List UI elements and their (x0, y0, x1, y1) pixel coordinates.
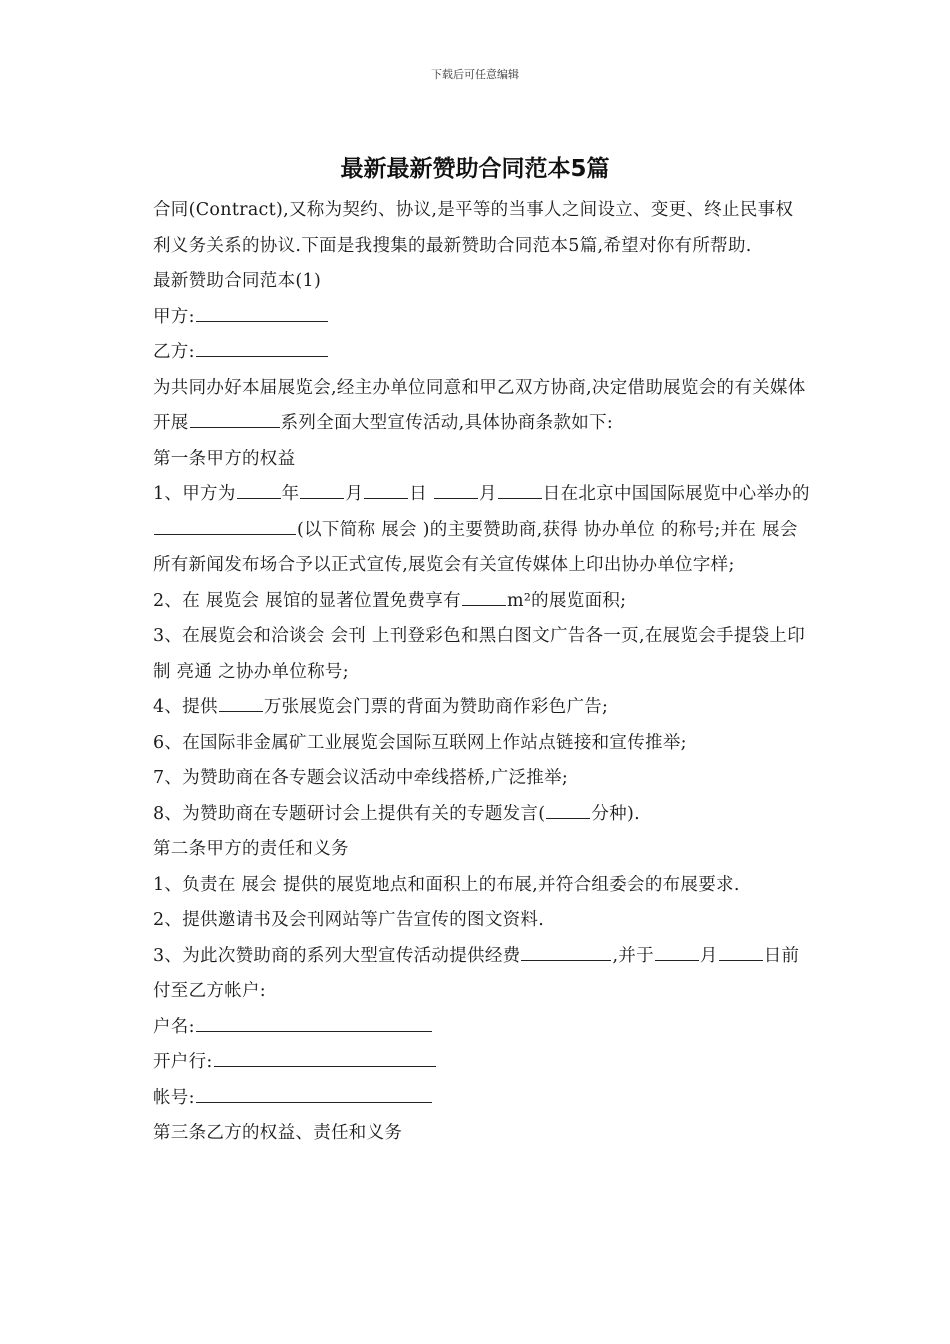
minutes-blank (546, 817, 590, 819)
preamble-paragraph (144, 371, 810, 442)
item-text: ,并于 (612, 945, 654, 966)
article-2-heading: 第二条甲方的责任和义务 (153, 839, 349, 859)
account-bank-label: 开户行: (153, 1052, 213, 1072)
item-text: 日 (409, 484, 428, 504)
item-text: 2、在 展览会 展馆的显著位置免费享有 (153, 590, 461, 611)
party-a-line (144, 300, 810, 336)
party-a-label: 甲方: (153, 306, 195, 327)
funding-blank (521, 959, 611, 961)
item-text: m²的展览面积; (506, 590, 627, 611)
account-number-blank (196, 1101, 432, 1103)
article-2-item-3 (144, 939, 810, 1010)
header-note: 下载后可任意编辑 (431, 68, 519, 81)
article-2-item-1: 1、负责在 展会 提供的展览地点和面积上的布展,并符合组委会的布展要求. (153, 874, 740, 895)
month-blank-2 (434, 497, 478, 499)
account-number-line (144, 1081, 810, 1117)
payment-day-blank (719, 959, 763, 961)
day-blank (364, 497, 408, 499)
item-text: 4、提供 (153, 697, 218, 717)
article-1-item-1 (144, 477, 810, 584)
intro-paragraph: 合同(Contract),又称为契约、协议,是平等的当事人之间设立、变更、终止民事权利义务关系的协议.下面是我搜集的最新赞助合同范本5篇,希望对你有所帮助. (153, 200, 794, 256)
item-text: 日在北京中国国际展览中心举办的 (542, 484, 810, 504)
item-text: 8、为赞助商在专题研讨会上提供有关的专题发言( (153, 803, 546, 824)
account-bank-blank (214, 1065, 436, 1067)
item-text: 3、为此次赞助商的系列大型宣传活动提供经费 (153, 945, 521, 966)
account-name-blank (196, 1030, 432, 1032)
article-2-item-2: 2、提供邀请书及会刊网站等广告宣传的图文资料. (153, 910, 545, 930)
item-text: 月 (478, 484, 497, 504)
article-3-heading: 第三条乙方的权益、责任和义务 (153, 1123, 403, 1143)
document-title: 最新最新赞助合同范本5篇 (340, 156, 610, 182)
payment-month-blank (655, 959, 699, 961)
contract-heading: 最新赞助合同范本(1) (153, 271, 322, 291)
item-text: 月 (345, 484, 364, 504)
article-1-item-3: 3、在展览会和洽谈会 会刊 上刊登彩色和黑白图文广告各一页,在展览会手提袋上印制 亮通 之协办单位称号; (153, 626, 806, 682)
party-a-blank (196, 320, 328, 322)
party-b-label: 乙方: (153, 342, 195, 362)
account-name-line (144, 1010, 810, 1046)
article-1-item-8 (144, 797, 810, 833)
preamble-text-2: 系列全面大型宣传活动,具体协商条款如下: (280, 413, 614, 433)
item-text: 年 (281, 484, 300, 504)
document-body (144, 193, 810, 1152)
day-blank-2 (498, 497, 542, 499)
article-1-heading: 第一条甲方的权益 (153, 448, 296, 469)
account-number-label: 帐号: (153, 1087, 195, 1108)
party-b-blank (196, 355, 328, 357)
preamble-text-1: 为共同办好本届展览会,经主办单位同意和甲乙双方协商,决定借助展览会的有关媒体开展 (153, 377, 806, 433)
item-text: 月 (699, 945, 718, 966)
month-blank (300, 497, 344, 499)
item-text: 万张展览会门票的背面为赞助商作彩色广告; (263, 697, 609, 717)
account-bank-line (144, 1045, 810, 1081)
tickets-blank (219, 710, 263, 712)
area-blank (462, 604, 506, 606)
account-name-label: 户名: (153, 1016, 195, 1037)
article-1-item-6: 6、在国际非金属矿工业展览会国际互联网上作站点链接和宣传推举; (153, 732, 687, 753)
article-1-item-4 (144, 690, 810, 726)
preamble-blank (190, 426, 280, 428)
item-text: (以下简称 展会 )的主要赞助商,获得 协办单位 的称号;并在 展会 所有新闻发布场合予以正式宣传,展览会有关宣传媒体上印出协办单位字样; (153, 519, 798, 575)
year-blank (237, 497, 281, 499)
item-text: 分种). (591, 803, 640, 824)
item-text: 1、甲方为 (153, 484, 236, 504)
exhibition-name-blank (154, 533, 296, 535)
article-1-item-2 (144, 584, 810, 620)
article-1-item-7: 7、为赞助商在各专题会议活动中牵线搭桥,广泛推举; (153, 768, 569, 788)
item-text: 日前付至乙方帐户: (153, 945, 800, 1001)
party-b-line (144, 335, 810, 371)
